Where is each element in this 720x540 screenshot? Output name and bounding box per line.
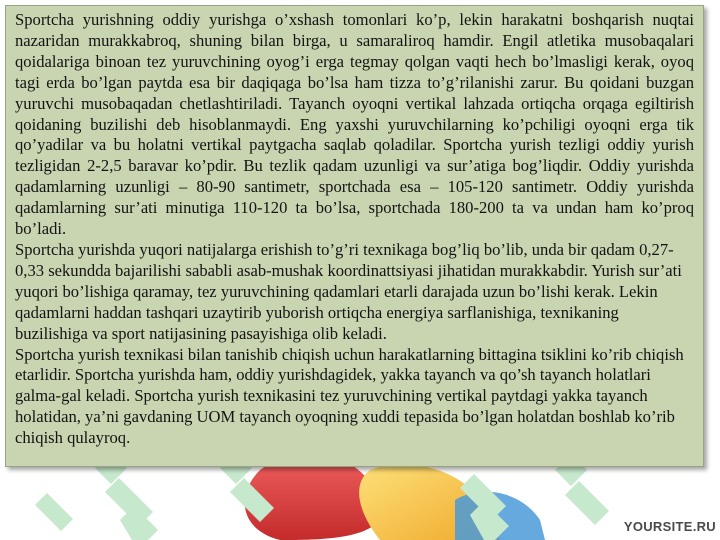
text-panel — [5, 5, 704, 467]
paragraph-3: Sportcha yurish texnikasi bilan tanishib chiqish uchun harakatlarning bittagina tsiklini ko’rib chiqish etarlidir. Sportcha yurishda ham, oddiy yurishdagidek, yakka tayanch va qo’sh tayanch holatlari galma-gal keladi. Sportcha yurish texnikasini tez yuruvchining vertikal paytdagi yakka tayanch holatidan, ya’ni gavdaning UOM tayanch oyoqning xuddi tepasida bo’lgan holatdan boshlab ko’rib chiqish qulayroq. — [15, 344, 684, 448]
paragraph-1: Sportcha yurishning oddiy yurishga o’xshash tomonlari ko’p, lekin harakatni boshqarish nuqtai nazaridan murakkabroq, shuning bilan birga, u samaraliroq hamdir. Engil atletika musobaqalari qoidalariga binoan tez yuruvchining oyog’i erga tegmay qolgan vaqti hech bo’lmasligi kerak, oyoq tagi erda bo’lgan paytda esa bir daqiqaga bo’lsa ham tizza to’g’rilanishi zarur. Bu qoidani buzgan yuruvchi musobaqadan chetlashtiriladi. Tayanch oyoqni vertikal lahzada ortiqcha orqaga egiltirish qoidaning buzilishi deb hisoblanmaydi. Eng yaxshi yuruvchilarning ko’pchiligi oyoqni erga tik qo’yadilar va bu holatni vertikal paytgacha saqlab qoladilar. Sportcha yurish tezligi oddiy yurish tezligidan 2-2,5 baravar ko’pdir. Bu tezlik qadam uzunligi va sur’atiga bog’liqdir. Oddiy yurishda qadamlarning uzunligi – 80-90 santimetr, sportchada esa – 105-120 santimetr. Oddiy yurishda qadamlarning sur’ati minutiga 110-120 ta bo’lsa, sportchada 180-200 ta va undan ham ko’proq bo’ladi. — [15, 10, 694, 239]
paragraph-2: Sportcha yurishda yuqori natijalarga erishish to’g’ri texnikaga bog’liq bo’lib, unda bir qadam 0,27-0,33 sekundda bajarilishi sababli asab-mushak koordinattsiyasi jihatidan murakkabdir. Yurish sur’ati yuqori bo’lishiga qaramay, tez yuruvchining qadamlari etarli darajada uzun bo’lishi kerak. Lekin qadamlarni haddan tashqari uzaytirib yuborish ortiqcha energiya sarflanishiga, texnikaning buzilishiga va sport natijasining pasayishiga olib keladi. — [15, 239, 682, 343]
site-watermark: YOURSITE.RU — [623, 519, 716, 534]
